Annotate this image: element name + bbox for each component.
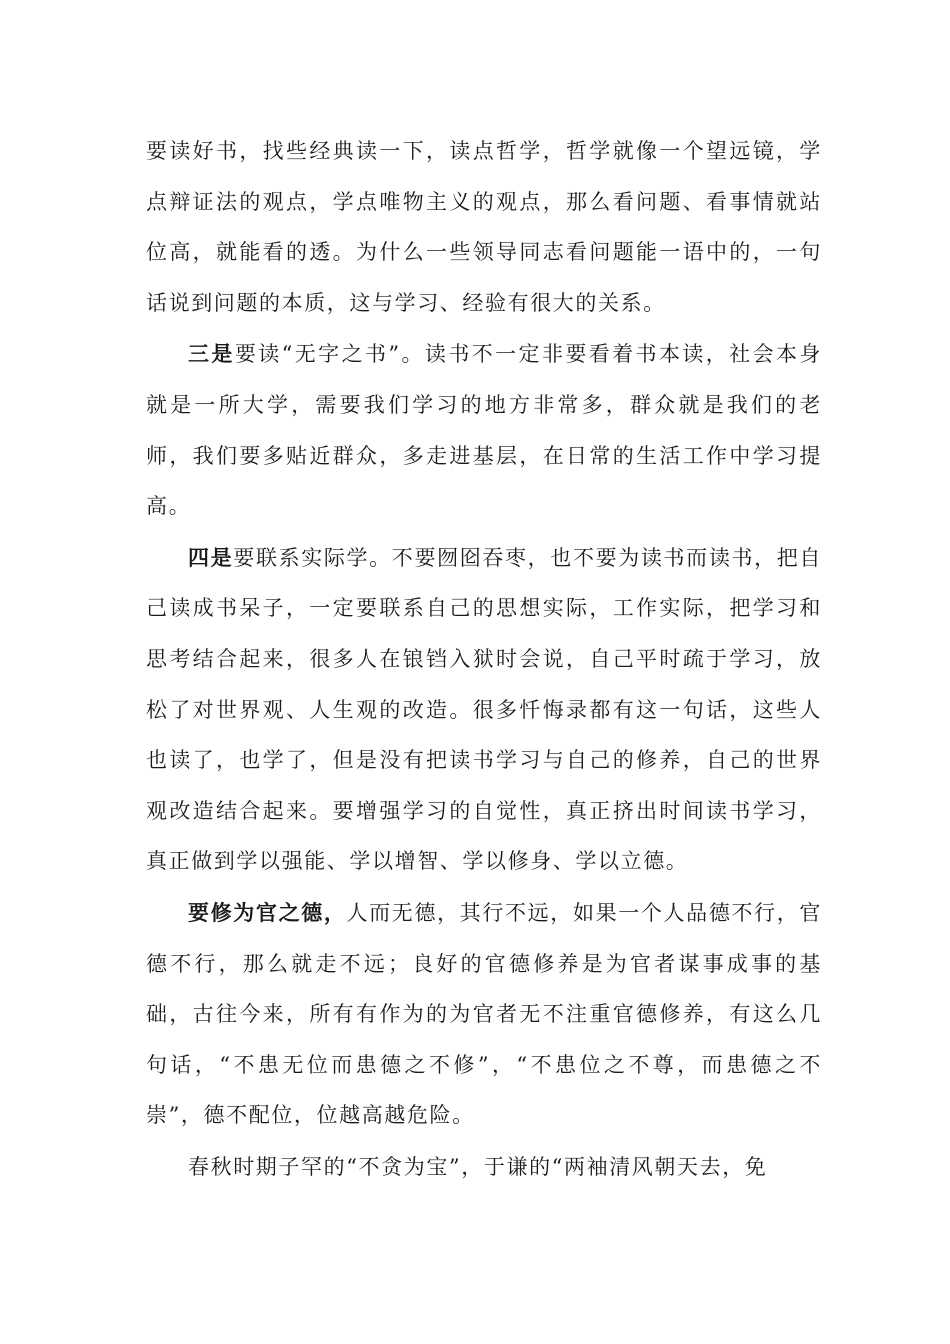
paragraph-text: 人而无德，其行不远，如果一个人品德不行，官德不行，那么就走不远；良好的官德修养是为官者谋事成事的基础，古往今来，所有有作为的为官者无不注重官德修养，有这么几句话，“不患无位而患德之不修”，“不患位之不尊，而患德之不崇”，德不配位，位越高越危险。 xyxy=(146,900,822,1128)
paragraph-lead: 三是 xyxy=(188,341,235,367)
document-body xyxy=(146,126,822,1192)
paragraph-lead: 要修为官之德， xyxy=(188,899,347,925)
paragraph-point-three xyxy=(146,329,822,531)
paragraph-lead: 四是 xyxy=(188,544,234,570)
paragraph-text: 春秋时期子罕的“不贪为宝”，于谦的“两袖清风朝天去，免 xyxy=(188,1154,768,1179)
paragraph-historical-examples xyxy=(146,1142,822,1193)
paragraph-read-good-books xyxy=(146,126,822,328)
paragraph-text: 要读好书，找些经典读一下，读点哲学，哲学就像一个望远镜，学点辩证法的观点，学点唯物主义的观点，那么看问题、看事情就站位高，就能看的透。为什么一些领导同志看问题能一语中的，一句话说到问题的本质，这与学习、经验有很大的关系。 xyxy=(146,139,822,315)
paragraph-text: 要联系实际学。不要囫囵吞枣，也不要为读书而读书，把自己读成书呆子，一定要联系自己的思想实际，工作实际，把学习和思考结合起来，很多人在锒铛入狱时会说，自己平时疏于学习，放松了对世界观、人生观的改造。很多忏悔录都有这一句话，这些人也读了，也学了，但是没有把读书学习与自己的修养，自己的世界观改造结合起来。要增强学习的自觉性，真正挤出时间读书学习，真正做到学以强能、学以增智、学以修身、学以立德。 xyxy=(146,545,822,874)
paragraph-text: 要读“无字之书”。读书不一定非要看着书本读，社会本身就是一所大学，需要我们学习的地方非常多，群众就是我们的老师，我们要多贴近群众，多走进基层，在日常的生活工作中学习提高。 xyxy=(146,342,822,519)
paragraph-point-four xyxy=(146,533,822,887)
paragraph-official-virtue xyxy=(146,888,822,1141)
